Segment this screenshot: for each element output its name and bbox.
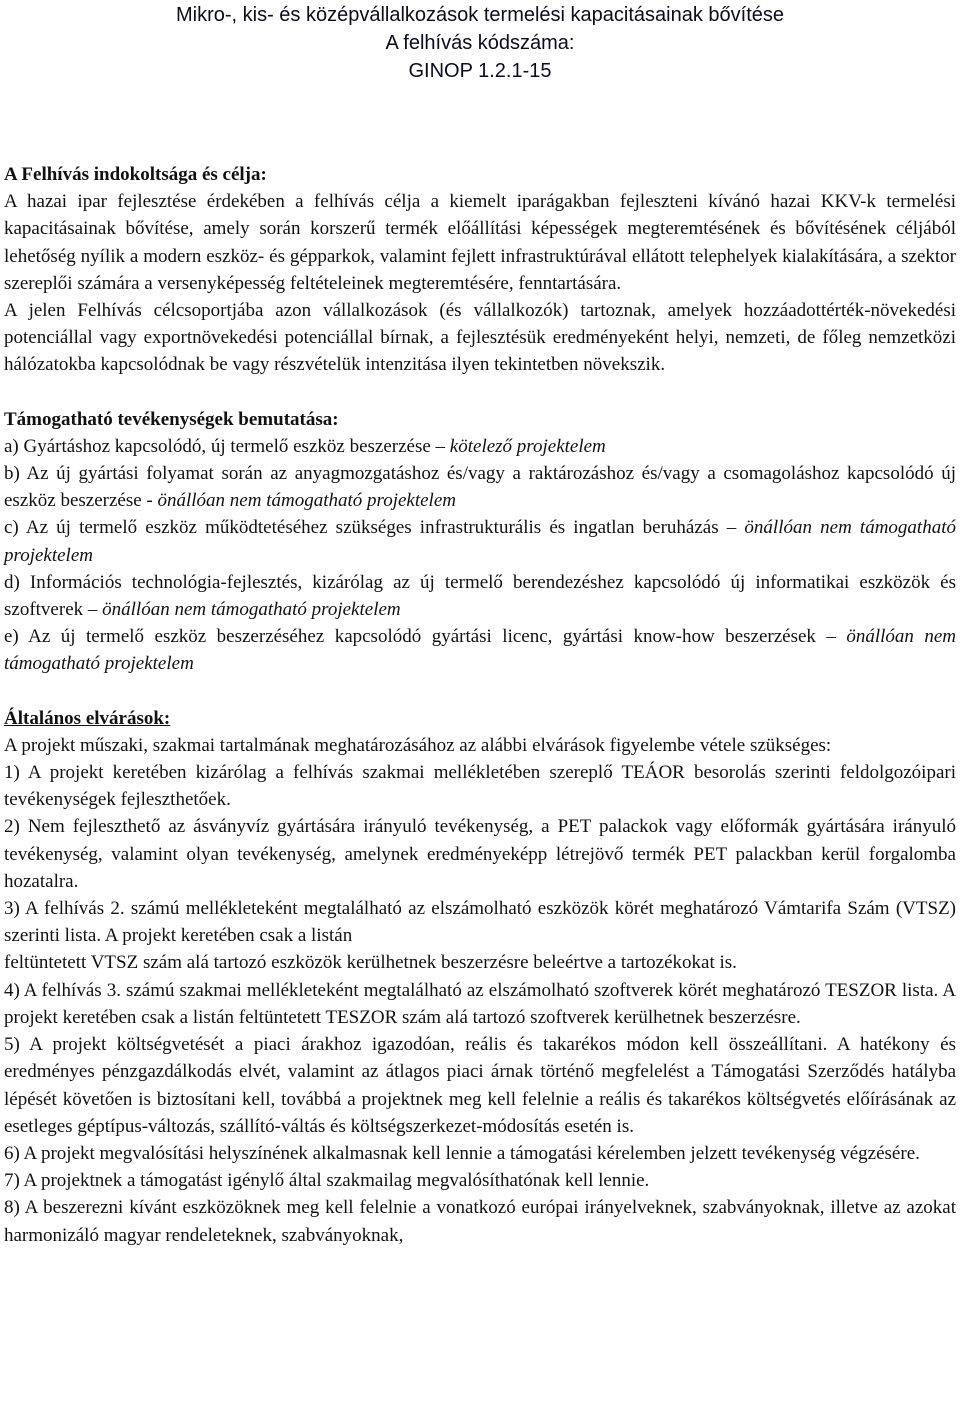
requirement-item: 7) A projektnek a támogatást igénylő által szakmailag megvalósíthatónak kell lennie. xyxy=(4,1170,650,1192)
requirement-item: 4) A felhívás 3. számú szakmai mellékleteként megtalálható az elszámolható szoftverek körét meghatározó TESZOR lista. A projekt keretében csak a listán feltüntetett TESZOR szám alá tartozó szoftverek kerülhetnek beszerzésre. xyxy=(4,979,956,1028)
header-code: GINOP 1.2.1-15 xyxy=(408,60,552,82)
activity-note: önállóan nem támogatható projektelem xyxy=(4,517,956,566)
activity-note: önállóan nem támogatható projektelem xyxy=(157,490,456,512)
activity-item xyxy=(4,569,956,623)
document-header xyxy=(0,0,960,85)
activity-text: d) Információs technológia-fejlesztés, kizárólag az új termelő berendezéshez kapcsolódó új informatikai eszközök és szoftverek – xyxy=(4,571,956,621)
activity-item xyxy=(4,623,956,677)
header-title: Mikro-, kis- és középvállalkozások termelési kapacitásainak bővítése xyxy=(175,4,785,26)
requirement-item: 6) A projekt megvalósítási helyszínének alkalmasnak kell lennie a támogatási kérelemben jelzett tevékenység végzésére. xyxy=(4,1142,920,1164)
section-title-activities: Támogatható tevékenységek bemutatása: xyxy=(4,408,339,430)
activity-text: b) Az új gyártási folyamat során az anyagmozgatáshoz és/vagy a raktározáshoz és/vagy a csomagoláshoz kapcsolódó új eszköz beszerzése - xyxy=(4,463,956,512)
section-title-rationale: A Felhívás indokoltsága és célja: xyxy=(4,164,267,185)
activity-text: a) Gyártáshoz kapcsolódó, új termelő eszköz beszerzése – xyxy=(4,435,450,457)
activity-text: e) Az új termelő eszköz beszerzéséhez kapcsolódó gyártási licenc, gyártási know-how beszerzések – xyxy=(4,626,847,648)
activity-note: önállóan nem támogatható projektelem xyxy=(4,626,956,675)
rationale-paragraph-1: A hazai ipar fejlesztése érdekében a felhívás célja a kiemelt iparágakban fejleszteni kívánó hazai KKV-k termelési kapacitásainak bővítése, amely során korszerű termék előállítási képességek megteremtésének és bővítésének céljából lehetőség nyílik a modern eszköz- és gépparkok, valamint fejlett infrastruktúrával ellátott telephelyek kialakítására, a szektor szereplői számára a versenyképesség feltételeinek megteremtésére, fenntartására. xyxy=(4,191,956,294)
header-code-label: A felhívás kódszáma: xyxy=(385,32,575,54)
spacer xyxy=(4,379,956,406)
requirement-item: 3) A felhívás 2. számú mellékleteként megtalálható az elszámolható eszközök körét meghatározó Vámtarifa Szám (VTSZ) szerinti lista. A projekt keretében csak a listán xyxy=(4,898,956,947)
activity-text: c) Az új termelő eszköz működtetéséhez szükséges infrastrukturális és ingatlan beruházás – xyxy=(4,517,745,539)
activity-item xyxy=(4,514,956,568)
document-body xyxy=(4,161,956,1249)
requirement-item: feltüntetett VTSZ szám alá tartozó eszközök kerülhetnek beszerzésre beleértve a tartozékokat is. xyxy=(4,952,737,974)
requirement-item: 1) A projekt keretében kizárólag a felhívás szakmai mellékletében szereplő TEÁOR besorolás szerinti feldolgozóipari tevékenységek fejleszthetőek. xyxy=(4,762,956,811)
requirements-intro: A projekt műszaki, szakmai tartalmának meghatározásához az alábbi elvárások figyelembe vétele szükséges: xyxy=(4,734,832,756)
rationale-paragraph-2: A jelen Felhívás célcsoportjába azon vállalkozások (és vállalkozók) tartoznak, amelyek hozzáadottérték-növekedési potenciállal vagy exportnövekedési potenciállal bírnak, a fejlesztésük eredményeként helyi, nemzeti, de főleg nemzetközi hálózatokba kapcsolódnak be vagy részvételük intenzitása ilyen tekintetben növekszik. xyxy=(4,300,956,376)
section-title-requirements: Általános elvárások: xyxy=(4,707,171,729)
requirement-item: 8) A beszerezni kívánt eszközöknek meg kell felelnie a vonatkozó európai irányelveknek, szabványoknak, illetve az azokat harmonizáló magyar rendeleteknek, szabványoknak, xyxy=(4,1197,956,1246)
requirement-item: 5) A projekt költségvetését a piaci árakhoz igazodóan, reális és takarékos módon kell összeállítani. A hatékony és eredményes pénzgazdálkodás elvét, valamint az átlagos piaci árnak történő megfelelést a Támogatási Szerződés hatályba lépését követően is biztosítani kell, továbbá a projektnek meg kell felelnie a reális és takarékos költségvetés előírásának az esetleges géptípus-változás, szállító-váltás és költségszerkezet-módosítás esetén is. xyxy=(4,1034,956,1137)
activity-item xyxy=(4,433,956,460)
activity-note: önállóan nem támogatható projektelem xyxy=(102,599,401,621)
activity-item xyxy=(4,460,956,514)
activity-note: kötelező projektelem xyxy=(449,435,606,457)
requirement-item: 2) Nem fejleszthető az ásványvíz gyártására irányuló tevékenység, a PET palackok vagy előformák gyártására irányuló tevékenység, valamint olyan tevékenység, amelynek eredményeképp létrejövő termék PET palackban kerül forgalomba hozatalra. xyxy=(4,816,956,892)
spacer xyxy=(4,678,956,705)
